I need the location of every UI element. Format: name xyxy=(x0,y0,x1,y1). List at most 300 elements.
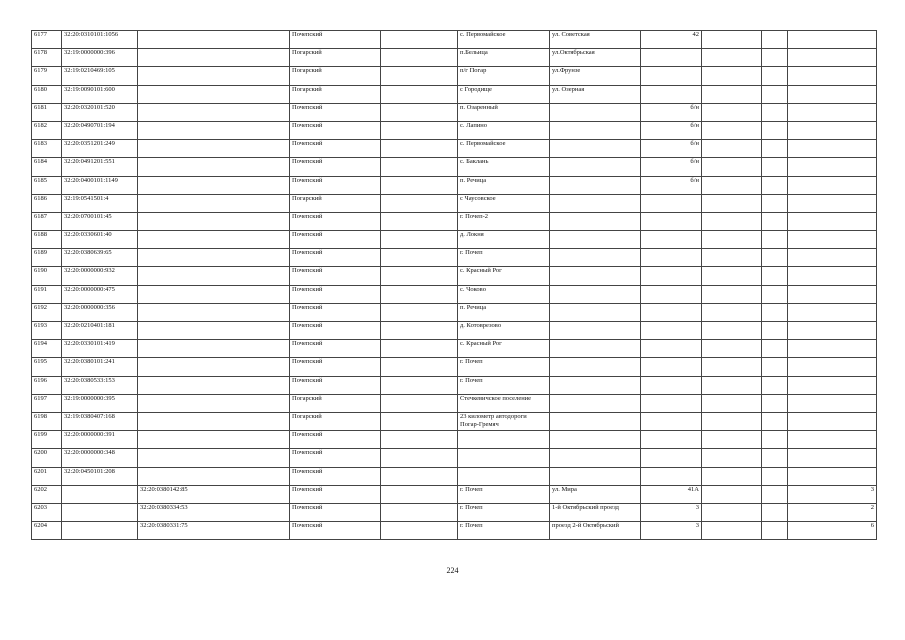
cadastral-number-cell: 32:20:0000000:348 xyxy=(62,449,138,467)
house-number-cell xyxy=(641,285,702,303)
settlement-cell: с Городище xyxy=(458,85,550,103)
blank-column-3-cell xyxy=(762,103,788,121)
cadastral-number-2-cell xyxy=(138,267,290,285)
table-row xyxy=(32,67,877,85)
extra-number-cell: 6 xyxy=(788,522,877,540)
street-cell xyxy=(550,322,641,340)
street-cell: ул. Озерная xyxy=(550,85,641,103)
row-number-cell: 6182 xyxy=(32,121,62,139)
street-cell xyxy=(550,176,641,194)
cadastral-number-2-cell xyxy=(138,358,290,376)
row-number-cell: 6192 xyxy=(32,303,62,321)
extra-number-cell xyxy=(788,158,877,176)
cadastral-number-cell: 32:19:0000000:395 xyxy=(62,394,138,412)
extra-number-cell xyxy=(788,31,877,49)
cadastral-number-2-cell xyxy=(138,212,290,230)
settlement-cell: 23 километр автодороги Погар-Гремяч xyxy=(458,412,550,430)
cadastral-number-cell: 32:19:0090101:600 xyxy=(62,85,138,103)
extra-number-cell xyxy=(788,85,877,103)
table-row xyxy=(32,103,877,121)
blank-column-2-cell xyxy=(702,449,762,467)
blank-column-2-cell xyxy=(702,176,762,194)
settlement-cell: п/г Погар xyxy=(458,67,550,85)
blank-column-cell xyxy=(381,85,458,103)
house-number-cell: б/н xyxy=(641,103,702,121)
street-cell xyxy=(550,103,641,121)
row-number-cell: 6184 xyxy=(32,158,62,176)
blank-column-2-cell xyxy=(702,322,762,340)
settlement-cell: с Чаусовское xyxy=(458,194,550,212)
street-cell xyxy=(550,449,641,467)
cadastral-number-cell: 32:20:0000000:356 xyxy=(62,303,138,321)
row-number-cell: 6199 xyxy=(32,431,62,449)
street-cell xyxy=(550,431,641,449)
blank-column-2-cell xyxy=(702,285,762,303)
blank-column-2-cell xyxy=(702,358,762,376)
street-cell xyxy=(550,194,641,212)
blank-column-3-cell xyxy=(762,467,788,485)
street-cell xyxy=(550,212,641,230)
table-row xyxy=(32,485,877,503)
row-number-cell: 6191 xyxy=(32,285,62,303)
blank-column-3-cell xyxy=(762,249,788,267)
settlement-cell: с. Красный Рог xyxy=(458,267,550,285)
table-row xyxy=(32,85,877,103)
extra-number-cell xyxy=(788,231,877,249)
extra-number-cell xyxy=(788,176,877,194)
registry-table xyxy=(31,30,877,540)
cadastral-number-cell: 32:20:0400101:1149 xyxy=(62,176,138,194)
extra-number-cell xyxy=(788,322,877,340)
house-number-cell: б/н xyxy=(641,176,702,194)
district-cell: Почепский xyxy=(290,121,381,139)
cadastral-number-2-cell xyxy=(138,67,290,85)
blank-column-3-cell xyxy=(762,376,788,394)
blank-column-2-cell xyxy=(702,467,762,485)
district-cell: Погарский xyxy=(290,194,381,212)
blank-column-3-cell xyxy=(762,212,788,230)
house-number-cell xyxy=(641,340,702,358)
extra-number-cell: 3 xyxy=(788,485,877,503)
blank-column-2-cell xyxy=(702,267,762,285)
extra-number-cell xyxy=(788,303,877,321)
page-number: 224 xyxy=(446,566,459,575)
blank-column-2-cell xyxy=(702,67,762,85)
blank-column-3-cell xyxy=(762,522,788,540)
cadastral-number-2-cell xyxy=(138,31,290,49)
row-number-cell: 6180 xyxy=(32,85,62,103)
table-row xyxy=(32,303,877,321)
house-number-cell: 3 xyxy=(641,503,702,521)
district-cell: Погарский xyxy=(290,49,381,67)
blank-column-2-cell xyxy=(702,249,762,267)
street-cell: проезд 2-й Октябрьский xyxy=(550,522,641,540)
extra-number-cell xyxy=(788,340,877,358)
district-cell: Почепский xyxy=(290,103,381,121)
row-number-cell: 6187 xyxy=(32,212,62,230)
blank-column-2-cell xyxy=(702,485,762,503)
cadastral-number-2-cell xyxy=(138,467,290,485)
cadastral-number-2-cell xyxy=(138,322,290,340)
cadastral-number-cell xyxy=(62,485,138,503)
blank-column-cell xyxy=(381,31,458,49)
table-row xyxy=(32,503,877,521)
street-cell: ул. Советская xyxy=(550,31,641,49)
settlement-cell: п. Речица xyxy=(458,303,550,321)
extra-number-cell xyxy=(788,376,877,394)
blank-column-3-cell xyxy=(762,31,788,49)
settlement-cell: с. Лапино xyxy=(458,121,550,139)
settlement-cell: г. Почеп-2 xyxy=(458,212,550,230)
cadastral-number-cell: 32:20:0310101:1056 xyxy=(62,31,138,49)
extra-number-cell xyxy=(788,467,877,485)
row-number-cell: 6178 xyxy=(32,49,62,67)
district-cell: Почепский xyxy=(290,285,381,303)
street-cell xyxy=(550,267,641,285)
house-number-cell xyxy=(641,449,702,467)
blank-column-2-cell xyxy=(702,158,762,176)
row-number-cell: 6200 xyxy=(32,449,62,467)
house-number-cell: б/н xyxy=(641,158,702,176)
street-cell: ул.Октябрьская xyxy=(550,49,641,67)
street-cell xyxy=(550,249,641,267)
blank-column-cell xyxy=(381,412,458,430)
settlement-cell xyxy=(458,431,550,449)
cadastral-number-cell xyxy=(62,503,138,521)
house-number-cell xyxy=(641,358,702,376)
cadastral-number-cell: 32:20:0320101:520 xyxy=(62,103,138,121)
cadastral-number-2-cell xyxy=(138,249,290,267)
blank-column-cell xyxy=(381,231,458,249)
street-cell xyxy=(550,303,641,321)
blank-column-cell xyxy=(381,194,458,212)
settlement-cell: г. Почеп xyxy=(458,376,550,394)
blank-column-cell xyxy=(381,267,458,285)
table-body xyxy=(32,31,877,540)
cadastral-number-2-cell xyxy=(138,285,290,303)
extra-number-cell xyxy=(788,394,877,412)
district-cell: Почепский xyxy=(290,358,381,376)
row-number-cell: 6183 xyxy=(32,140,62,158)
district-cell: Почепский xyxy=(290,140,381,158)
blank-column-2-cell xyxy=(702,49,762,67)
cadastral-number-2-cell xyxy=(138,394,290,412)
cadastral-number-2-cell: 32:20:0380142:85 xyxy=(138,485,290,503)
district-cell: Почепский xyxy=(290,522,381,540)
blank-column-cell xyxy=(381,431,458,449)
blank-column-2-cell xyxy=(702,140,762,158)
house-number-cell xyxy=(641,322,702,340)
row-number-cell: 6181 xyxy=(32,103,62,121)
blank-column-3-cell xyxy=(762,267,788,285)
district-cell: Почепский xyxy=(290,31,381,49)
extra-number-cell xyxy=(788,249,877,267)
table-row xyxy=(32,322,877,340)
blank-column-3-cell xyxy=(762,49,788,67)
blank-column-3-cell xyxy=(762,394,788,412)
district-cell: Почепский xyxy=(290,322,381,340)
blank-column-cell xyxy=(381,49,458,67)
blank-column-cell xyxy=(381,358,458,376)
blank-column-3-cell xyxy=(762,194,788,212)
district-cell: Погарский xyxy=(290,394,381,412)
street-cell: ул.Фрунзе xyxy=(550,67,641,85)
table-row xyxy=(32,194,877,212)
blank-column-3-cell xyxy=(762,121,788,139)
district-cell: Почепский xyxy=(290,231,381,249)
table-row xyxy=(32,121,877,139)
house-number-cell: б/н xyxy=(641,121,702,139)
street-cell xyxy=(550,231,641,249)
house-number-cell xyxy=(641,376,702,394)
blank-column-cell xyxy=(381,485,458,503)
house-number-cell xyxy=(641,249,702,267)
blank-column-cell xyxy=(381,176,458,194)
house-number-cell: 42 xyxy=(641,31,702,49)
row-number-cell: 6179 xyxy=(32,67,62,85)
house-number-cell xyxy=(641,394,702,412)
blank-column-2-cell xyxy=(702,85,762,103)
table-row xyxy=(32,158,877,176)
district-cell: Почепский xyxy=(290,176,381,194)
district-cell: Почепский xyxy=(290,340,381,358)
street-cell xyxy=(550,412,641,430)
extra-number-cell xyxy=(788,412,877,430)
house-number-cell xyxy=(641,431,702,449)
district-cell: Почепский xyxy=(290,503,381,521)
blank-column-2-cell xyxy=(702,522,762,540)
table-row xyxy=(32,412,877,430)
table-row xyxy=(32,394,877,412)
table-row xyxy=(32,449,877,467)
blank-column-cell xyxy=(381,303,458,321)
district-cell: Погарский xyxy=(290,67,381,85)
cadastral-number-cell: 32:20:0380533:153 xyxy=(62,376,138,394)
house-number-cell xyxy=(641,85,702,103)
table-row xyxy=(32,340,877,358)
cadastral-number-2-cell: 32:20:0380331:75 xyxy=(138,522,290,540)
cadastral-number-cell: 32:20:0490701:194 xyxy=(62,121,138,139)
row-number-cell: 6186 xyxy=(32,194,62,212)
blank-column-cell xyxy=(381,140,458,158)
table-row xyxy=(32,376,877,394)
cadastral-number-cell xyxy=(62,522,138,540)
street-cell xyxy=(550,140,641,158)
cadastral-number-cell: 32:20:0700101:45 xyxy=(62,212,138,230)
row-number-cell: 6195 xyxy=(32,358,62,376)
street-cell: ул. Мира xyxy=(550,485,641,503)
blank-column-2-cell xyxy=(702,103,762,121)
row-number-cell: 6203 xyxy=(32,503,62,521)
extra-number-cell xyxy=(788,67,877,85)
settlement-cell: д. Котоврезово xyxy=(458,322,550,340)
extra-number-cell xyxy=(788,285,877,303)
settlement-cell: г. Почеп xyxy=(458,358,550,376)
blank-column-3-cell xyxy=(762,85,788,103)
row-number-cell: 6189 xyxy=(32,249,62,267)
cadastral-number-2-cell xyxy=(138,85,290,103)
settlement-cell: г. Почеп xyxy=(458,503,550,521)
blank-column-cell xyxy=(381,376,458,394)
house-number-cell: 3 xyxy=(641,522,702,540)
district-cell: Почепский xyxy=(290,376,381,394)
cadastral-number-cell: 32:19:0000000:396 xyxy=(62,49,138,67)
cadastral-number-cell: 32:20:0000000:475 xyxy=(62,285,138,303)
cadastral-number-2-cell xyxy=(138,176,290,194)
cadastral-number-2-cell xyxy=(138,449,290,467)
cadastral-number-cell: 32:20:0351201:249 xyxy=(62,140,138,158)
extra-number-cell xyxy=(788,212,877,230)
blank-column-cell xyxy=(381,467,458,485)
blank-column-cell xyxy=(381,121,458,139)
district-cell: Погарский xyxy=(290,412,381,430)
blank-column-cell xyxy=(381,103,458,121)
blank-column-2-cell xyxy=(702,121,762,139)
cadastral-number-2-cell xyxy=(138,121,290,139)
blank-column-3-cell xyxy=(762,158,788,176)
cadastral-number-cell: 32:20:0000000:391 xyxy=(62,431,138,449)
extra-number-cell xyxy=(788,103,877,121)
cadastral-number-cell: 32:20:0000000:932 xyxy=(62,267,138,285)
settlement-cell: Стечкевичское поселение xyxy=(458,394,550,412)
table-row xyxy=(32,140,877,158)
house-number-cell xyxy=(641,49,702,67)
cadastral-number-cell: 32:20:0450101:208 xyxy=(62,467,138,485)
table-row xyxy=(32,231,877,249)
house-number-cell xyxy=(641,231,702,249)
blank-column-2-cell xyxy=(702,394,762,412)
cadastral-number-2-cell xyxy=(138,412,290,430)
cadastral-number-2-cell xyxy=(138,376,290,394)
blank-column-3-cell xyxy=(762,412,788,430)
house-number-cell: 41А xyxy=(641,485,702,503)
house-number-cell xyxy=(641,467,702,485)
blank-column-cell xyxy=(381,503,458,521)
settlement-cell: г. Почеп xyxy=(458,249,550,267)
blank-column-2-cell xyxy=(702,431,762,449)
blank-column-3-cell xyxy=(762,140,788,158)
settlement-cell: д. Локня xyxy=(458,231,550,249)
blank-column-3-cell xyxy=(762,285,788,303)
row-number-cell: 6188 xyxy=(32,231,62,249)
row-number-cell: 6196 xyxy=(32,376,62,394)
cadastral-number-2-cell xyxy=(138,103,290,121)
extra-number-cell xyxy=(788,358,877,376)
blank-column-3-cell xyxy=(762,340,788,358)
blank-column-2-cell xyxy=(702,212,762,230)
settlement-cell: г. Почеп xyxy=(458,485,550,503)
table-row xyxy=(32,267,877,285)
blank-column-3-cell xyxy=(762,431,788,449)
extra-number-cell xyxy=(788,49,877,67)
settlement-cell: с. Баклань xyxy=(458,158,550,176)
street-cell xyxy=(550,158,641,176)
blank-column-2-cell xyxy=(702,194,762,212)
house-number-cell xyxy=(641,194,702,212)
table-row xyxy=(32,285,877,303)
blank-column-2-cell xyxy=(702,303,762,321)
settlement-cell: с. Первомайское xyxy=(458,31,550,49)
extra-number-cell: 2 xyxy=(788,503,877,521)
house-number-cell: б/н xyxy=(641,140,702,158)
street-cell xyxy=(550,340,641,358)
house-number-cell xyxy=(641,67,702,85)
district-cell: Почепский xyxy=(290,249,381,267)
blank-column-cell xyxy=(381,67,458,85)
blank-column-2-cell xyxy=(702,503,762,521)
district-cell: Почепский xyxy=(290,212,381,230)
street-cell: 1-й Октябрьский проезд xyxy=(550,503,641,521)
cadastral-number-2-cell xyxy=(138,158,290,176)
cadastral-number-2-cell xyxy=(138,231,290,249)
row-number-cell: 6198 xyxy=(32,412,62,430)
table-row xyxy=(32,431,877,449)
street-cell xyxy=(550,121,641,139)
blank-column-3-cell xyxy=(762,503,788,521)
blank-column-2-cell xyxy=(702,340,762,358)
settlement-cell: с. Красный Рог xyxy=(458,340,550,358)
cadastral-number-2-cell xyxy=(138,431,290,449)
table-row xyxy=(32,467,877,485)
district-cell: Почепский xyxy=(290,303,381,321)
row-number-cell: 6185 xyxy=(32,176,62,194)
street-cell xyxy=(550,394,641,412)
blank-column-3-cell xyxy=(762,176,788,194)
table-row xyxy=(32,31,877,49)
row-number-cell: 6201 xyxy=(32,467,62,485)
table-row xyxy=(32,49,877,67)
extra-number-cell xyxy=(788,121,877,139)
extra-number-cell xyxy=(788,194,877,212)
blank-column-cell xyxy=(381,212,458,230)
row-number-cell: 6204 xyxy=(32,522,62,540)
blank-column-3-cell xyxy=(762,449,788,467)
blank-column-3-cell xyxy=(762,303,788,321)
blank-column-cell xyxy=(381,322,458,340)
table-row xyxy=(32,249,877,267)
blank-column-3-cell xyxy=(762,485,788,503)
blank-column-2-cell xyxy=(702,231,762,249)
settlement-cell xyxy=(458,449,550,467)
cadastral-number-cell: 32:19:0210469:105 xyxy=(62,67,138,85)
cadastral-number-cell: 32:20:0380101:241 xyxy=(62,358,138,376)
cadastral-number-2-cell: 32:20:0380334:53 xyxy=(138,503,290,521)
extra-number-cell xyxy=(788,431,877,449)
street-cell xyxy=(550,358,641,376)
cadastral-number-cell: 32:20:0380639:65 xyxy=(62,249,138,267)
district-cell: Почепский xyxy=(290,449,381,467)
cadastral-number-2-cell xyxy=(138,303,290,321)
blank-column-cell xyxy=(381,158,458,176)
row-number-cell: 6177 xyxy=(32,31,62,49)
settlement-cell: с. Первомайское xyxy=(458,140,550,158)
blank-column-cell xyxy=(381,522,458,540)
cadastral-number-cell: 32:20:0491201:551 xyxy=(62,158,138,176)
district-cell: Почепский xyxy=(290,267,381,285)
blank-column-3-cell xyxy=(762,67,788,85)
blank-column-3-cell xyxy=(762,231,788,249)
cadastral-number-cell: 32:19:0541501:4 xyxy=(62,194,138,212)
house-number-cell xyxy=(641,212,702,230)
cadastral-number-2-cell xyxy=(138,49,290,67)
cadastral-number-cell: 32:20:0210401:181 xyxy=(62,322,138,340)
cadastral-number-cell: 32:19:0380407:168 xyxy=(62,412,138,430)
district-cell: Почепский xyxy=(290,467,381,485)
house-number-cell xyxy=(641,303,702,321)
district-cell: Почепский xyxy=(290,431,381,449)
table-row xyxy=(32,522,877,540)
row-number-cell: 6193 xyxy=(32,322,62,340)
